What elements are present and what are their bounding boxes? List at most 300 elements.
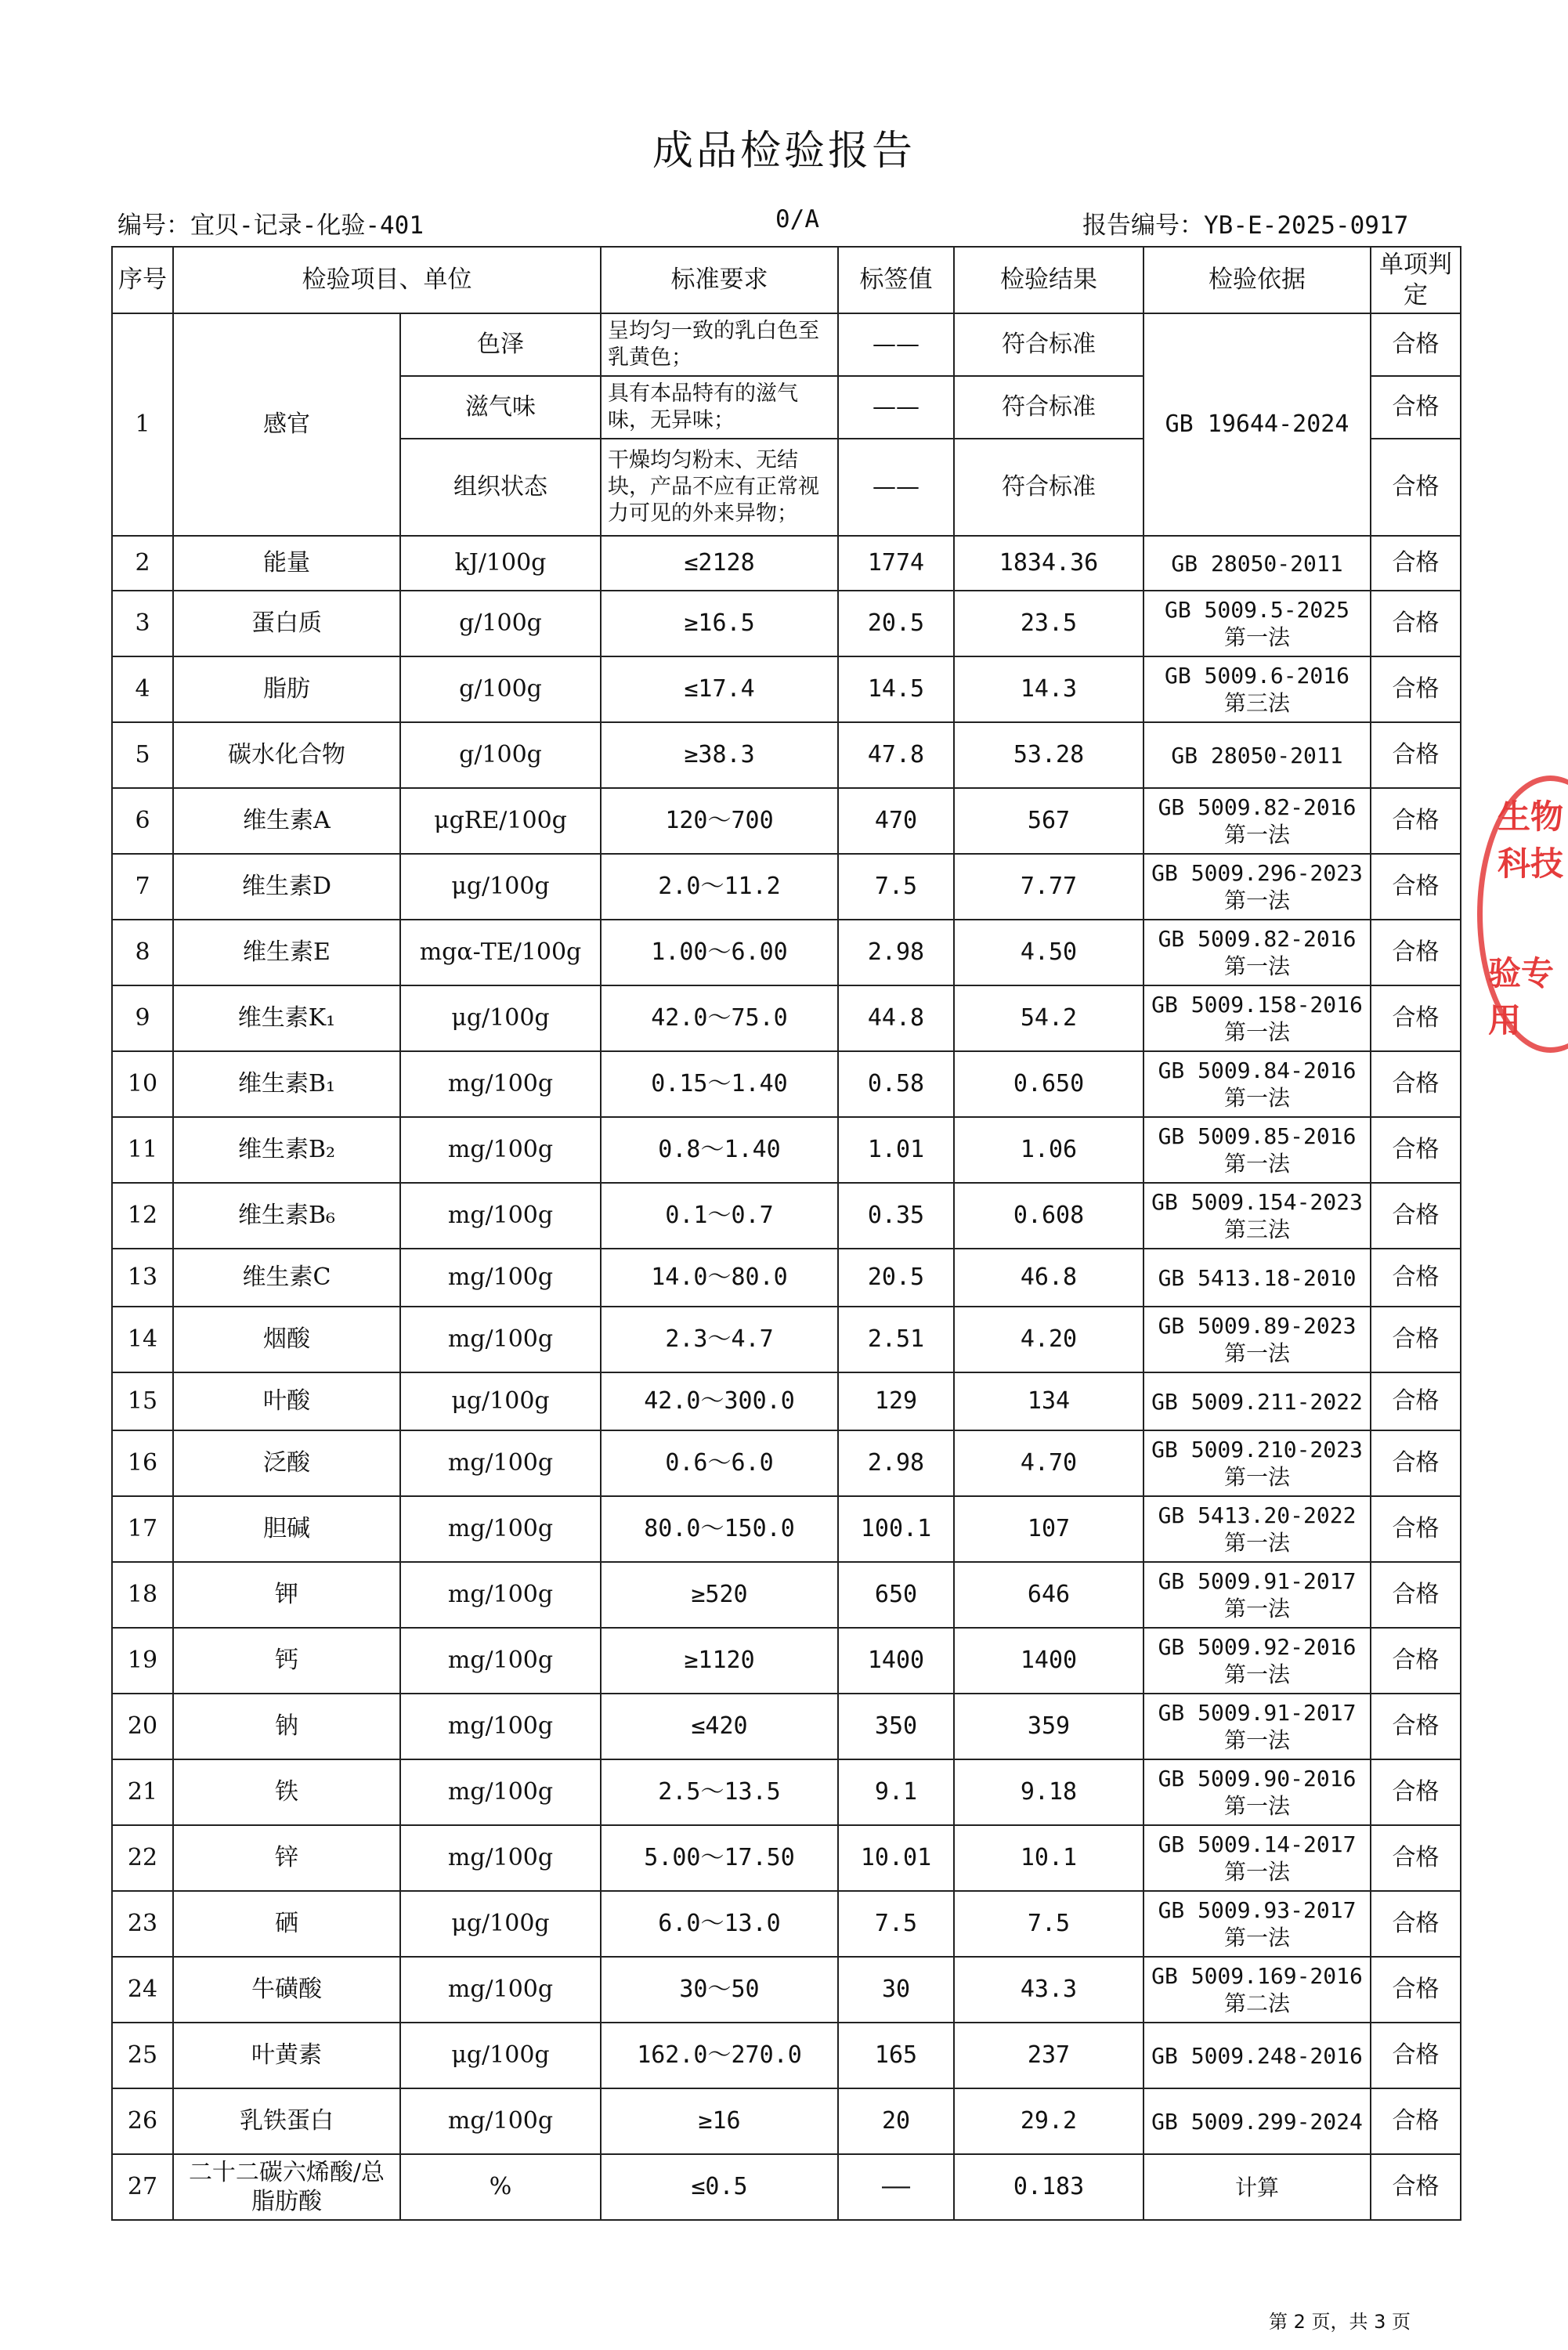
- item-name: 烟酸: [173, 1307, 400, 1372]
- judgement: 合格: [1371, 1117, 1461, 1183]
- test-basis: [1143, 1372, 1371, 1430]
- test-result: 7.5: [954, 1891, 1143, 1957]
- standard-requirement: ≥16.5: [601, 591, 838, 656]
- standard-requirement: 2.3～4.7: [601, 1307, 838, 1372]
- test-result: 53.28: [954, 722, 1143, 788]
- test-basis-method: 第一法: [1223, 1661, 1290, 1687]
- standard-requirement: 0.8～1.40: [601, 1117, 838, 1183]
- test-basis-method: 第一法: [1223, 1464, 1290, 1490]
- judgement: 合格: [1371, 2023, 1461, 2088]
- test-basis: [1143, 1825, 1371, 1891]
- test-basis: [1143, 1957, 1371, 2023]
- test-basis-standard: GB 5009.299-2024: [1151, 2108, 1363, 2135]
- item-name: 维生素A: [173, 788, 400, 854]
- test-basis-method: 第一法: [1223, 1019, 1290, 1045]
- item-name: 维生素E: [173, 920, 400, 985]
- test-basis: [1143, 1496, 1371, 1562]
- row-number: 5: [112, 722, 173, 788]
- test-basis-standard: GB 5413.20-2022: [1158, 1502, 1357, 1528]
- test-result: 4.20: [954, 1307, 1143, 1372]
- test-result: 4.70: [954, 1430, 1143, 1496]
- standard-requirement: 0.15～1.40: [601, 1051, 838, 1117]
- standard-requirement: ≥1120: [601, 1628, 838, 1694]
- unit: mgα-TE/100g: [400, 920, 601, 985]
- standard-requirement: 42.0～300.0: [601, 1372, 838, 1430]
- judgement: 合格: [1371, 920, 1461, 985]
- record-number: 编号：宜贝-记录-化验-401: [117, 212, 424, 240]
- test-basis: [1143, 2023, 1371, 2088]
- item-name: 钠: [173, 1694, 400, 1759]
- item-name: 维生素B₆: [173, 1183, 400, 1249]
- unit: mg/100g: [400, 1825, 601, 1891]
- row-number: 8: [112, 920, 173, 985]
- sensory-row-color: [112, 313, 1461, 376]
- label-value: 20: [838, 2088, 954, 2154]
- judgement: 合格: [1371, 1694, 1461, 1759]
- judgement: 合格: [1371, 591, 1461, 656]
- standard-requirement: ≤0.5: [601, 2154, 838, 2220]
- test-basis-method: 第一法: [1223, 1340, 1290, 1366]
- label-value: 470: [838, 788, 954, 854]
- test-basis-method: 第一法: [1223, 1859, 1290, 1885]
- test-basis: GB 19644-2024: [1143, 313, 1371, 536]
- item-name: 脂肪: [173, 656, 400, 722]
- page-footer: 第 2 页，共 3 页: [1269, 2311, 1411, 2333]
- table-row: [112, 854, 1461, 920]
- col-header-item: 检验项目、单位: [173, 247, 601, 313]
- item-name: 乳铁蛋白: [173, 2088, 400, 2154]
- test-result: 9.18: [954, 1759, 1143, 1825]
- item-name: 硒: [173, 1891, 400, 1957]
- label-value: 47.8: [838, 722, 954, 788]
- row-number: 10: [112, 1051, 173, 1117]
- test-basis: [1143, 1562, 1371, 1628]
- judgement: 合格: [1371, 1759, 1461, 1825]
- test-basis-standard: GB 5009.296-2023: [1151, 860, 1363, 886]
- table-row: [112, 2154, 1461, 2220]
- table-row: [112, 1694, 1461, 1759]
- label-value: 20.5: [838, 1249, 954, 1307]
- test-result: 359: [954, 1694, 1143, 1759]
- row-number: 22: [112, 1825, 173, 1891]
- table-row: [112, 536, 1461, 591]
- label-value: 7.5: [838, 1891, 954, 1957]
- judgement: 合格: [1371, 1307, 1461, 1372]
- row-number: 17: [112, 1496, 173, 1562]
- test-basis-standard: GB 5009.85-2016: [1158, 1123, 1357, 1149]
- unit: μg/100g: [400, 854, 601, 920]
- table-row: [112, 920, 1461, 985]
- judgement: 合格: [1371, 722, 1461, 788]
- test-basis: [1143, 920, 1371, 985]
- test-result: 0.183: [954, 2154, 1143, 2220]
- table-row: [112, 2023, 1461, 2088]
- table-row: [112, 1372, 1461, 1430]
- col-header-standard: 标准要求: [601, 247, 838, 313]
- label-value: 650: [838, 1562, 954, 1628]
- judgement: 合格: [1371, 1628, 1461, 1694]
- standard-requirement: 162.0～270.0: [601, 2023, 838, 2088]
- unit: mg/100g: [400, 1496, 601, 1562]
- label-value: 20.5: [838, 591, 954, 656]
- judgement: 合格: [1371, 439, 1461, 536]
- unit: μg/100g: [400, 2023, 601, 2088]
- test-result: 符合标准: [954, 439, 1143, 536]
- row-number: 7: [112, 854, 173, 920]
- test-result: 107: [954, 1496, 1143, 1562]
- judgement: 合格: [1371, 1249, 1461, 1307]
- item-name: 维生素B₁: [173, 1051, 400, 1117]
- test-result: 1400: [954, 1628, 1143, 1694]
- unit: μgRE/100g: [400, 788, 601, 854]
- test-basis-standard: GB 5009.84-2016: [1158, 1058, 1357, 1083]
- label-value: 9.1: [838, 1759, 954, 1825]
- test-basis-standard: GB 5009.154-2023: [1151, 1189, 1363, 1215]
- test-basis: [1143, 985, 1371, 1051]
- test-basis-method: 第一法: [1223, 888, 1290, 913]
- standard-requirement: 2.5～13.5: [601, 1759, 838, 1825]
- sub-item-name: 色泽: [400, 313, 601, 376]
- table-row: [112, 1891, 1461, 1957]
- item-name: 维生素B₂: [173, 1117, 400, 1183]
- test-basis-method: 第一法: [1223, 1085, 1290, 1111]
- stamp-text-bottom: 验专用: [1488, 954, 1555, 1039]
- col-header-basis: 检验依据: [1143, 247, 1371, 313]
- test-basis-standard: GB 5009.158-2016: [1151, 992, 1363, 1018]
- test-basis-method: 第一法: [1223, 1727, 1290, 1753]
- table-row: [112, 656, 1461, 722]
- test-basis: [1143, 1430, 1371, 1496]
- standard-requirement: 80.0～150.0: [601, 1496, 838, 1562]
- row-number: 13: [112, 1249, 173, 1307]
- judgement: 合格: [1371, 985, 1461, 1051]
- item-name: 能量: [173, 536, 400, 591]
- judgement: 合格: [1371, 1183, 1461, 1249]
- test-basis-standard: GB 5009.93-2017: [1158, 1897, 1357, 1923]
- item-name: 二十二碳六烯酸/总脂肪酸: [173, 2154, 400, 2220]
- item-name: 叶酸: [173, 1372, 400, 1430]
- judgement: 合格: [1371, 1496, 1461, 1562]
- test-basis: [1143, 854, 1371, 920]
- test-result: 7.77: [954, 854, 1143, 920]
- label-value: 1.01: [838, 1117, 954, 1183]
- test-result: 54.2: [954, 985, 1143, 1051]
- label-value: 1400: [838, 1628, 954, 1694]
- row-number: 27: [112, 2154, 173, 2220]
- test-result: 646: [954, 1562, 1143, 1628]
- test-basis: [1143, 656, 1371, 722]
- item-name: 铁: [173, 1759, 400, 1825]
- test-basis-method: 第一法: [1223, 1596, 1290, 1622]
- test-basis-standard: GB 28050-2011: [1171, 550, 1343, 577]
- item-name: 感官: [173, 313, 400, 536]
- label-value: 129: [838, 1372, 954, 1430]
- test-basis: [1143, 1183, 1371, 1249]
- item-name: 胆碱: [173, 1496, 400, 1562]
- item-name: 锌: [173, 1825, 400, 1891]
- table-row: [112, 1117, 1461, 1183]
- standard-requirement: 0.6～6.0: [601, 1430, 838, 1496]
- standard-requirement: ≤2128: [601, 536, 838, 591]
- standard-requirement: 1.00～6.00: [601, 920, 838, 985]
- standard-requirement: 具有本品特有的滋气味，无异味；: [601, 376, 838, 439]
- version-number: 0/A: [775, 205, 819, 233]
- item-name: 牛磺酸: [173, 1957, 400, 2023]
- table-row: [112, 1249, 1461, 1307]
- row-number: 15: [112, 1372, 173, 1430]
- row-number: 11: [112, 1117, 173, 1183]
- test-basis: [1143, 722, 1371, 788]
- standard-requirement: 干燥均匀粉末、无结块，产品不应有正常视力可见的外来异物；: [601, 439, 838, 536]
- test-basis-standard: GB 5009.14-2017: [1158, 1831, 1357, 1857]
- judgement: 合格: [1371, 854, 1461, 920]
- standard-requirement: ≥520: [601, 1562, 838, 1628]
- test-basis-standard: 计算: [1234, 2174, 1279, 2200]
- judgement: 合格: [1371, 1825, 1461, 1891]
- label-value: 1774: [838, 536, 954, 591]
- test-basis: [1143, 1117, 1371, 1183]
- label-value: 100.1: [838, 1496, 954, 1562]
- judgement: 合格: [1371, 2088, 1461, 2154]
- test-basis-standard: GB 5009.6-2016: [1164, 663, 1349, 689]
- unit: %: [400, 2154, 601, 2220]
- test-result: 567: [954, 788, 1143, 854]
- test-basis: [1143, 536, 1371, 591]
- standard-requirement: 呈均匀一致的乳白色至乳黄色；: [601, 313, 838, 376]
- row-number: 16: [112, 1430, 173, 1496]
- sub-item-name: 滋气味: [400, 376, 601, 439]
- col-header-label-value: 标签值: [838, 247, 954, 313]
- label-value: ——: [838, 376, 954, 439]
- test-basis-method: 第一法: [1223, 1793, 1290, 1819]
- row-number: 18: [112, 1562, 173, 1628]
- test-basis: [1143, 2088, 1371, 2154]
- row-number: 6: [112, 788, 173, 854]
- unit: mg/100g: [400, 1430, 601, 1496]
- row-number: 24: [112, 1957, 173, 2023]
- header-row: [112, 247, 1461, 313]
- test-basis-standard: GB 5009.89-2023: [1158, 1313, 1357, 1339]
- judgement: 合格: [1371, 656, 1461, 722]
- row-number: 1: [112, 313, 173, 536]
- unit: mg/100g: [400, 1628, 601, 1694]
- table-row: [112, 1430, 1461, 1496]
- test-basis-standard: GB 5009.211-2022: [1151, 1388, 1363, 1415]
- label-value: 44.8: [838, 985, 954, 1051]
- test-result: 10.1: [954, 1825, 1143, 1891]
- table-row: [112, 1759, 1461, 1825]
- test-basis-standard: GB 5009.82-2016: [1158, 794, 1357, 820]
- label-value: 14.5: [838, 656, 954, 722]
- test-basis-standard: GB 5009.169-2016: [1151, 1963, 1363, 1989]
- test-result: 1.06: [954, 1117, 1143, 1183]
- unit: mg/100g: [400, 1307, 601, 1372]
- standard-requirement: 2.0～11.2: [601, 854, 838, 920]
- test-basis-standard: GB 28050-2011: [1171, 742, 1343, 768]
- report-number: 报告编号：YB-E-2025-0917: [1082, 212, 1409, 240]
- row-number: 4: [112, 656, 173, 722]
- standard-requirement: 5.00～17.50: [601, 1825, 838, 1891]
- standard-requirement: ≤420: [601, 1694, 838, 1759]
- test-basis-standard: GB 5009.90-2016: [1158, 1766, 1357, 1791]
- unit: μg/100g: [400, 1372, 601, 1430]
- test-basis: [1143, 2154, 1371, 2220]
- unit: mg/100g: [400, 2088, 601, 2154]
- item-name: 碳水化合物: [173, 722, 400, 788]
- stamp-text-top: 生物科技: [1498, 797, 1564, 883]
- row-number: 21: [112, 1759, 173, 1825]
- row-number: 23: [112, 1891, 173, 1957]
- label-value: 7.5: [838, 854, 954, 920]
- judgement: 合格: [1371, 1957, 1461, 2023]
- judgement: 合格: [1371, 376, 1461, 439]
- test-basis: [1143, 1628, 1371, 1694]
- unit: g/100g: [400, 722, 601, 788]
- unit: μg/100g: [400, 1891, 601, 1957]
- label-value: ——: [838, 313, 954, 376]
- row-number: 3: [112, 591, 173, 656]
- test-basis-standard: GB 5009.5-2025: [1164, 597, 1349, 623]
- row-number: 2: [112, 536, 173, 591]
- test-basis: [1143, 1759, 1371, 1825]
- table-row: [112, 1957, 1461, 2023]
- test-result: 23.5: [954, 591, 1143, 656]
- table-row: [112, 1628, 1461, 1694]
- test-basis-method: 第一法: [1223, 1151, 1290, 1177]
- col-header-result: 检验结果: [954, 247, 1143, 313]
- item-name: 维生素D: [173, 854, 400, 920]
- table-row: [112, 2088, 1461, 2154]
- item-name: 维生素K₁: [173, 985, 400, 1051]
- col-header-judgement: 单项判定: [1371, 247, 1461, 313]
- standard-requirement: 42.0～75.0: [601, 985, 838, 1051]
- unit: mg/100g: [400, 1694, 601, 1759]
- label-value: ——: [838, 2154, 954, 2220]
- test-basis-standard: GB 5009.82-2016: [1158, 926, 1357, 952]
- label-value: 0.58: [838, 1051, 954, 1117]
- label-value: 2.51: [838, 1307, 954, 1372]
- judgement: 合格: [1371, 1372, 1461, 1430]
- test-basis-method: 第三法: [1223, 690, 1290, 716]
- table-row: [112, 1825, 1461, 1891]
- page-title: 成品检验报告: [652, 128, 916, 175]
- test-result: 0.650: [954, 1051, 1143, 1117]
- standard-requirement: 120～700: [601, 788, 838, 854]
- row-number: 25: [112, 2023, 173, 2088]
- test-basis-standard: GB 5009.91-2017: [1158, 1700, 1357, 1726]
- test-result: 1834.36: [954, 536, 1143, 591]
- unit: mg/100g: [400, 1759, 601, 1825]
- unit: μg/100g: [400, 985, 601, 1051]
- judgement: 合格: [1371, 1562, 1461, 1628]
- sub-item-name: 组织状态: [400, 439, 601, 536]
- table-row: [112, 1183, 1461, 1249]
- judgement: 合格: [1371, 2154, 1461, 2220]
- test-basis-method: 第一法: [1223, 822, 1290, 848]
- test-basis-method: 第一法: [1223, 624, 1290, 650]
- table-row: [112, 1051, 1461, 1117]
- label-value: 10.01: [838, 1825, 954, 1891]
- test-result: 0.608: [954, 1183, 1143, 1249]
- row-number: 26: [112, 2088, 173, 2154]
- label-value: 0.35: [838, 1183, 954, 1249]
- item-name: 叶黄素: [173, 2023, 400, 2088]
- row-number: 14: [112, 1307, 173, 1372]
- item-name: 钾: [173, 1562, 400, 1628]
- table-row: [112, 1496, 1461, 1562]
- item-name: 泛酸: [173, 1430, 400, 1496]
- col-header-no: 序号: [112, 247, 173, 313]
- label-value: 2.98: [838, 1430, 954, 1496]
- test-basis: [1143, 591, 1371, 656]
- unit: g/100g: [400, 656, 601, 722]
- unit: mg/100g: [400, 1562, 601, 1628]
- test-result: 14.3: [954, 656, 1143, 722]
- judgement: 合格: [1371, 1891, 1461, 1957]
- table-row: [112, 985, 1461, 1051]
- item-name: 钙: [173, 1628, 400, 1694]
- item-name: 蛋白质: [173, 591, 400, 656]
- standard-requirement: ≤17.4: [601, 656, 838, 722]
- test-basis: [1143, 1307, 1371, 1372]
- unit: mg/100g: [400, 1249, 601, 1307]
- standard-requirement: 14.0～80.0: [601, 1249, 838, 1307]
- test-basis-method: 第一法: [1223, 953, 1290, 979]
- unit: mg/100g: [400, 1051, 601, 1117]
- standard-requirement: ≥16: [601, 2088, 838, 2154]
- unit: g/100g: [400, 591, 601, 656]
- judgement: 合格: [1371, 1051, 1461, 1117]
- item-name: 维生素C: [173, 1249, 400, 1307]
- test-basis: [1143, 1694, 1371, 1759]
- label-value: ——: [838, 439, 954, 536]
- table-row: [112, 1562, 1461, 1628]
- judgement: 合格: [1371, 1430, 1461, 1496]
- unit: mg/100g: [400, 1117, 601, 1183]
- test-result: 符合标准: [954, 376, 1143, 439]
- judgement: 合格: [1371, 536, 1461, 591]
- label-value: 165: [838, 2023, 954, 2088]
- table-row: [112, 722, 1461, 788]
- unit: kJ/100g: [400, 536, 601, 591]
- standard-requirement: 6.0～13.0: [601, 1891, 838, 1957]
- row-number: 9: [112, 985, 173, 1051]
- label-value: 2.98: [838, 920, 954, 985]
- standard-requirement: 30～50: [601, 1957, 838, 2023]
- test-basis-standard: GB 5009.248-2016: [1151, 2042, 1363, 2069]
- test-basis-standard: GB 5413.18-2010: [1158, 1264, 1357, 1291]
- test-result: 29.2: [954, 2088, 1143, 2154]
- table-row: [112, 788, 1461, 854]
- test-basis: [1143, 788, 1371, 854]
- standard-requirement: 0.1～0.7: [601, 1183, 838, 1249]
- unit: mg/100g: [400, 1957, 601, 2023]
- test-result: 237: [954, 2023, 1143, 2088]
- test-basis-method: 第一法: [1223, 1530, 1290, 1556]
- row-number: 20: [112, 1694, 173, 1759]
- row-number: 12: [112, 1183, 173, 1249]
- standard-requirement: ≥38.3: [601, 722, 838, 788]
- test-basis: [1143, 1051, 1371, 1117]
- label-value: 350: [838, 1694, 954, 1759]
- test-basis-method: 第三法: [1223, 1217, 1290, 1242]
- test-result: 46.8: [954, 1249, 1143, 1307]
- test-basis-standard: GB 5009.92-2016: [1158, 1634, 1357, 1660]
- inspection-table: [111, 246, 1461, 2221]
- unit: mg/100g: [400, 1183, 601, 1249]
- test-basis: [1143, 1249, 1371, 1307]
- row-number: 19: [112, 1628, 173, 1694]
